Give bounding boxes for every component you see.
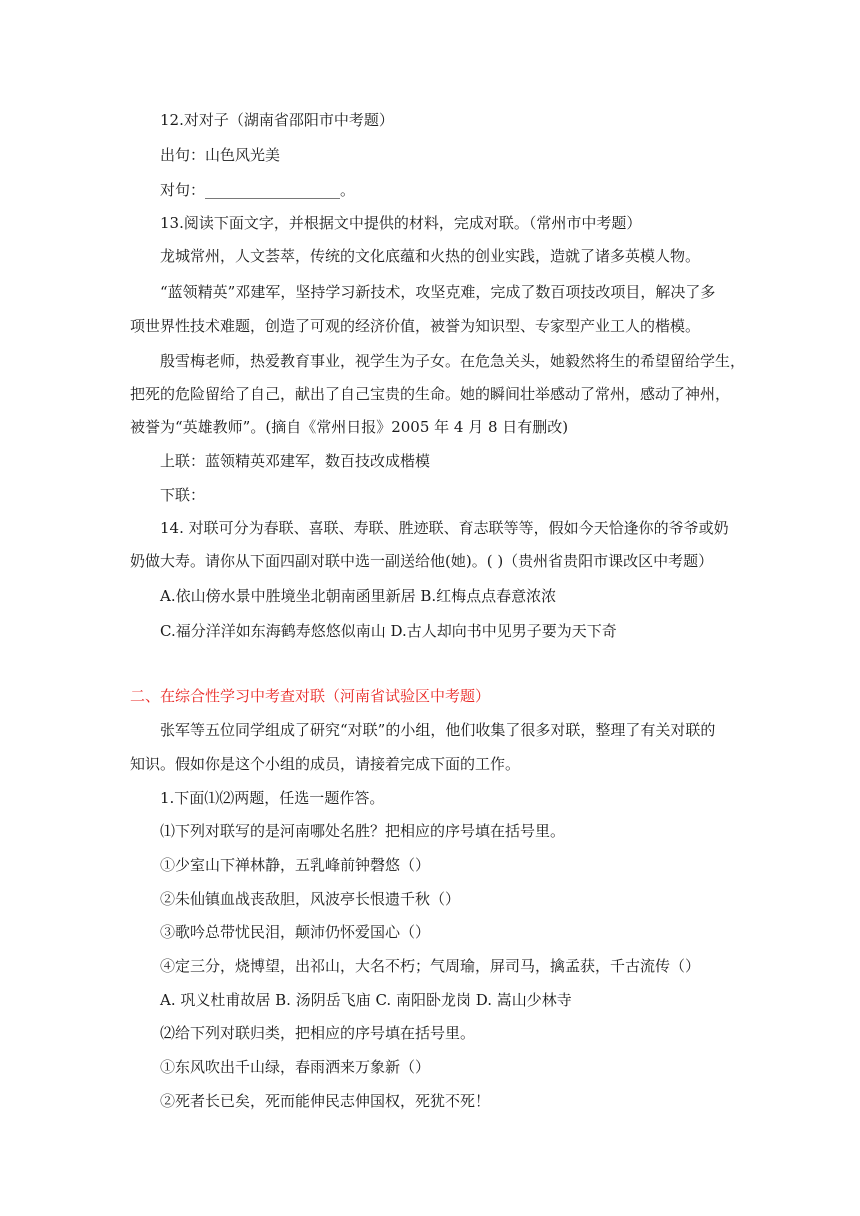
- answer-blank-line: 对句：__________________。: [160, 181, 356, 199]
- option-line: A. 巩义杜甫故居 B. 汤阴岳飞庙 C. 南阳卧龙岗 D. 嵩山少林寺: [160, 991, 572, 1009]
- couplet-item: ②朱仙镇血战丧敌胆，风波亭长恨遗千秋（）: [160, 890, 461, 908]
- lower-couplet-line: 下联：: [160, 486, 206, 504]
- subquestion-line: ⑵给下列对联归类，把相应的序号填在括号里。: [160, 1024, 476, 1042]
- couplet-item: ①东风吹出千山绿，春雨洒来万象新（）: [160, 1058, 431, 1076]
- paragraph-line: 张军等五位同学组成了研究“对联”的小组，他们收集了很多对联，整理了有关对联的: [160, 721, 716, 739]
- paragraph-line: 殷雪梅老师，热爱教育事业，视学生为子女。在危急关头，她毅然将生的希望留给学生，: [160, 352, 746, 370]
- paragraph-line: 被誉为“英雄教师”。(摘自《常州日报》2005 年 4 月 8 日有删改): [130, 418, 569, 436]
- subquestion-line: ⑴下列对联写的是河南哪处名胜？把相应的序号填在括号里。: [160, 822, 566, 840]
- prompt-line: 出句：山色风光美: [160, 146, 281, 164]
- question-13-title: 13.阅读下面文字，并根据文中提供的材料，完成对联。（常州市中考题）: [160, 214, 642, 232]
- upper-couplet-line: 上联：蓝领精英邓建军，数百技改成楷模: [160, 452, 431, 470]
- paragraph-line: 知识。假如你是这个小组的成员，请接着完成下面的工作。: [130, 755, 521, 773]
- question-12-title: 12.对对子（湖南省邵阳市中考题）: [160, 111, 394, 129]
- question-14-title: 14. 对联可分为春联、喜联、寿联、胜迹联、育志联等等，假如今天恰逢你的爷爷或奶: [160, 519, 729, 537]
- paragraph-line: 奶做大寿。请你从下面四副对联中选一副送给他(她)。( )（贵州省贵阳市课改区中考题）: [130, 552, 714, 570]
- paragraph-line: “蓝领精英”邓建军，坚持学习新技术，攻坚克难，完成了数百项技改项目，解决了多: [160, 283, 716, 301]
- paragraph-line: 龙城常州，人文荟萃，传统的文化底蕴和火热的创业实践，造就了诸多英模人物。: [160, 247, 701, 265]
- option-line: A.依山傍水景中胜境坐北朝南函里新居 B.红梅点点春意浓浓: [160, 587, 557, 605]
- question-1-title: 1.下面⑴⑵两题，任选一题作答。: [160, 789, 385, 807]
- section-heading: 二、在综合性学习中考查对联（河南省试验区中考题）: [130, 687, 491, 705]
- couplet-item: ①少室山下禅林静，五乳峰前钟磬悠（）: [160, 856, 431, 874]
- paragraph-line: 项世界性技术难题，创造了可观的经济价值，被誉为知识型、专家型产业工人的楷模。: [130, 317, 701, 335]
- option-line: C.福分洋洋如东海鹤寿悠悠似南山 D.古人却向书中见男子要为天下奇: [160, 622, 617, 640]
- paragraph-line: 把死的危险留给了自己，献出了自己宝贵的生命。她的瞬间壮举感动了常州，感动了神州，: [130, 385, 731, 403]
- couplet-item: ③歌吟总带忧民泪，颠沛仍怀爱国心（）: [160, 923, 431, 941]
- couplet-item: ②死者长已矣，死而能伸民志伸国权，死犹不死！: [160, 1092, 491, 1110]
- couplet-item: ④定三分，烧博望，出祁山，大名不朽；气周瑜，屏司马，擒孟获，千古流传（）: [160, 957, 701, 975]
